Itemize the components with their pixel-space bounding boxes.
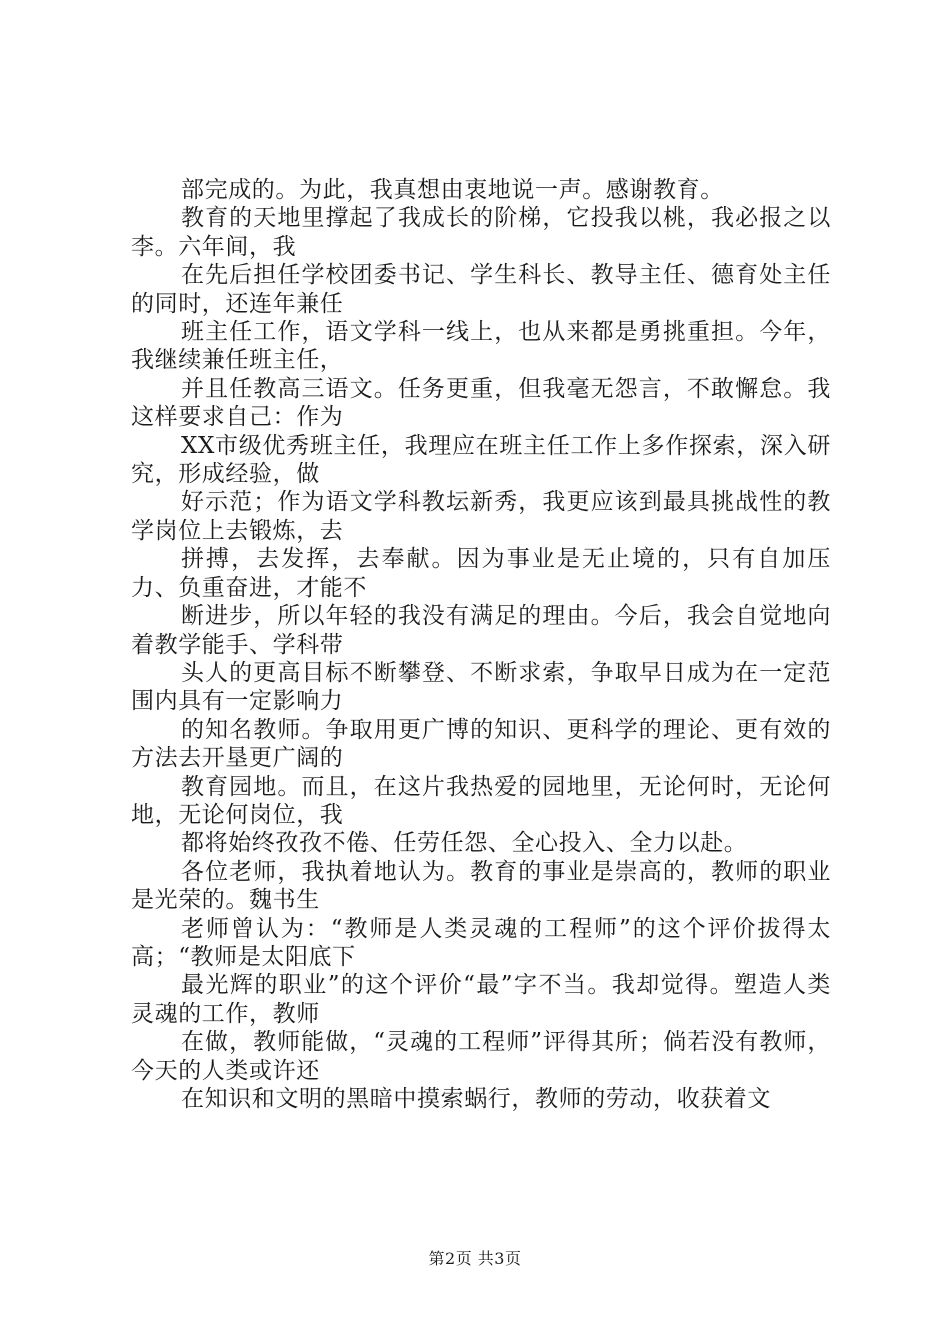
page-footer: [0, 1246, 950, 1269]
paragraph: 老师曾认为：“教师是人类灵魂的工程师”的这个评价拔得太高；“教师是太阳底下: [131, 915, 831, 970]
paragraph: 断进步，所以年轻的我没有满足的理由。今后，我会自觉地向着教学能手、学科带: [131, 603, 831, 658]
paragraph: 在知识和文明的黑暗中摸索蜗行，教师的劳动，收获着文: [181, 1086, 771, 1112]
paragraph: 并且任教高三语文。任务更重，但我毫无怨言，不敢懈怠。我这样要求自己：作为: [131, 375, 831, 431]
paragraph: 好示范；作为语文学科教坛新秀，我更应该到最具挑战性的教学岗位上去锻炼，去: [131, 489, 831, 544]
paragraph: 教育的天地里撑起了我成长的阶梯，它投我以桃，我必报之以李。六年间，我: [131, 205, 831, 260]
page-number-indicator: 第2页 共3页: [428, 1249, 522, 1268]
paragraph: 在做，教师能做，“灵魂的工程师”评得其所；倘若没有教师，今天的人类或许还: [131, 1029, 831, 1084]
paragraph: 拼搏，去发挥，去奉献。因为事业是无止境的，只有自加压力、负重奋进，才能不: [131, 546, 831, 601]
paragraph: 部完成的。为此，我真想由衷地说一声。感谢教育。: [181, 177, 724, 203]
paragraph: 头人的更高目标不断攀登、不断求索，争取早日成为在一定范围内具有一定影响力: [131, 659, 831, 715]
paragraph: 教育园地。而且，在这片我热爱的园地里，无论何时，无论何地，无论何岗位，我: [131, 773, 831, 828]
paragraph: 在先后担任学校团委书记、学生科长、教导主任、德育处主任的同时，还连年兼任: [131, 262, 831, 317]
paragraph: 都将始终孜孜不倦、任劳任怨、全心投入、全力以赴。: [181, 830, 748, 857]
paragraph: 班主任工作，语文学科一线上，也从来都是勇挑重担。今年，我继续兼任班主任，: [131, 319, 831, 374]
paragraph: XX市级优秀班主任，我理应在班主任工作上多作探索，深入研究，形成经验，做: [131, 432, 831, 488]
paragraph: 的知名教师。争取用更广博的知识、更科学的理论、更有效的方法去开垦更广阔的: [131, 716, 831, 772]
paragraph: 各位老师，我执着地认为。教育的事业是崇高的，教师的职业是光荣的。魏书生: [131, 858, 831, 914]
document-body: [131, 176, 831, 1113]
paragraph: 最光辉的职业”的这个评价“最”字不当。我却觉得。塑造人类灵魂的工作，教师: [131, 972, 831, 1027]
